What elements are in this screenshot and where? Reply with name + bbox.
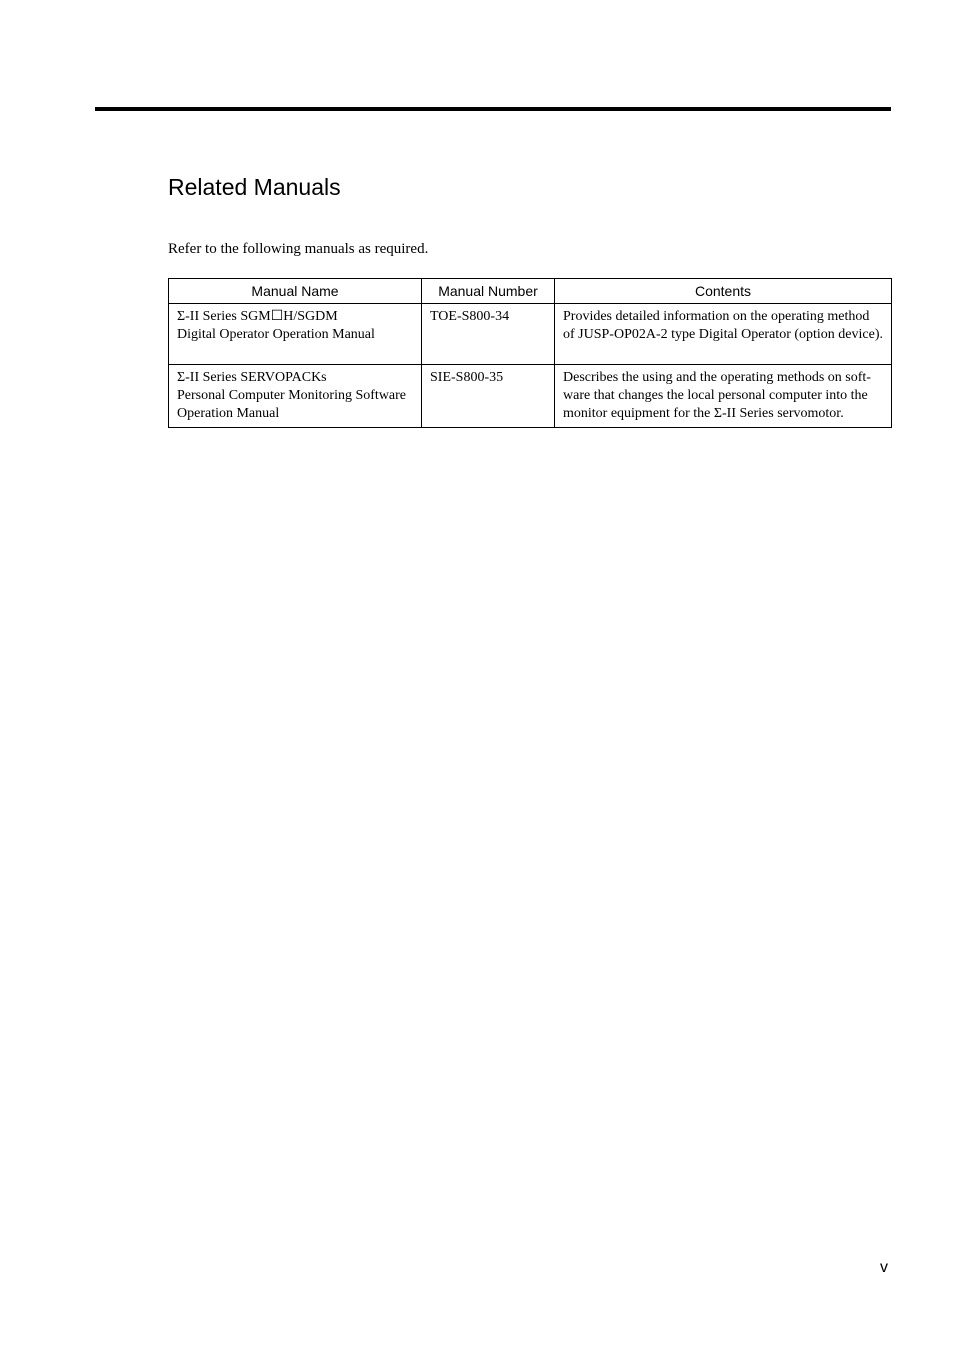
manual-name-line: Operation Manual	[177, 406, 280, 421]
table-header-row	[169, 279, 892, 304]
header-manual-number: Manual Number	[422, 279, 555, 304]
header-manual-name: Manual Name	[169, 279, 422, 304]
intro-text: Refer to the following manuals as required.	[168, 241, 429, 257]
page-number: v	[880, 1259, 888, 1276]
manual-name-cell	[169, 365, 422, 428]
manual-number-cell: SIE-S800-35	[422, 365, 555, 428]
contents-cell: Provides detailed information on the operating method of JUSP-OP02A-2 type Digital Operator (option device).	[555, 304, 892, 365]
table-row	[169, 365, 892, 428]
manual-name-line: Σ-II Series SERVOPACKs	[177, 370, 327, 385]
manual-name-line: Personal Computer Monitoring Software	[177, 388, 407, 403]
contents-cell: Describes the using and the operating methods on soft-ware that changes the local personal computer into the monitor equipment for the Σ-II Series servomotor.	[555, 365, 892, 428]
manual-name-cell	[169, 304, 422, 365]
manual-number-cell: TOE-S800-34	[422, 304, 555, 365]
manual-name-line: Digital Operator Operation Manual	[177, 327, 375, 342]
header-contents: Contents	[555, 279, 892, 304]
top-rule	[95, 107, 891, 111]
manual-name-line: Σ-II Series SGM☐H/SGDM	[177, 309, 338, 324]
page-title: Related Manuals	[168, 174, 341, 200]
table-row	[169, 304, 892, 365]
related-manuals-table	[168, 278, 892, 428]
